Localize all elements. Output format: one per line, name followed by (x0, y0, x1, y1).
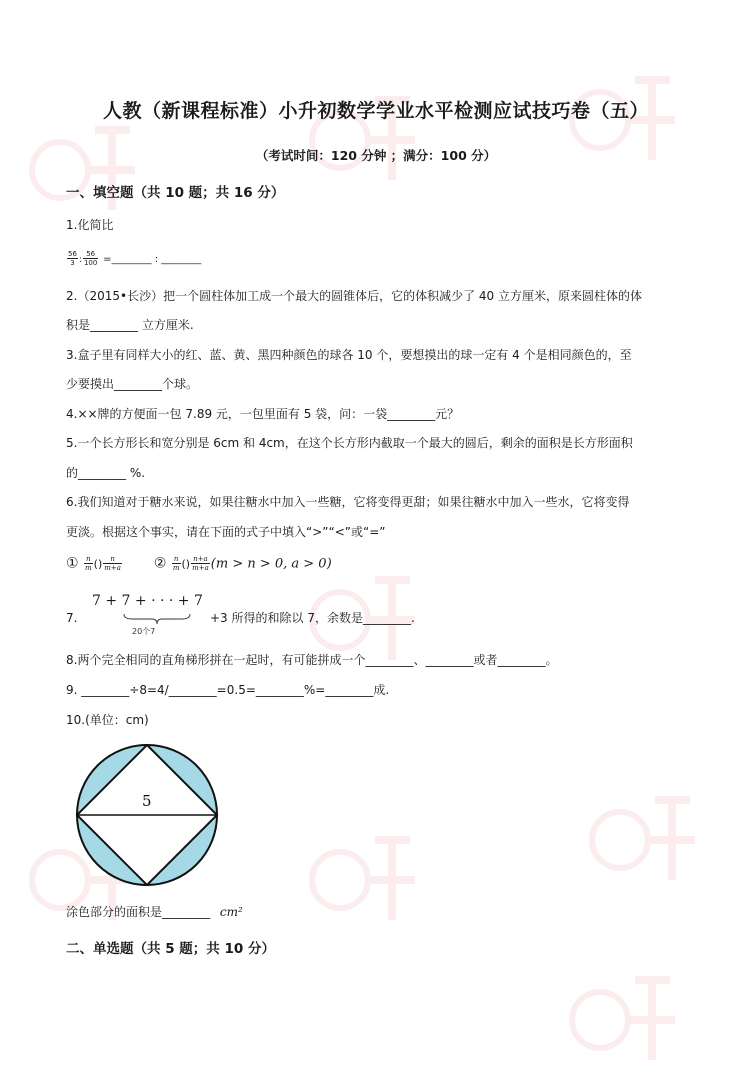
q4-line1: 4.××牌的方便面一包 7.89 元，一包里面有 5 袋，问：一袋________元？ (66, 407, 460, 421)
q1-fraction-a: $\frac{56}{3}$ (68, 250, 77, 267)
q6-fraction-2: $\frac{n}{m+a}$ (104, 555, 121, 572)
q6-fraction-1: $\frac{n}{m}$ (85, 555, 92, 572)
q3-line1: 3.盒子里有同样大小的红、蓝、黄、黑四种颜色的球各 10 个，要想摸出的球一定有 4 个是相同颜色的，至 (66, 348, 632, 362)
q6-fraction-3: $\frac{n}{m}$ (172, 555, 180, 572)
q7-underbrace (122, 612, 192, 626)
q6-mark-2: ② (153, 555, 167, 572)
q3-line2: 少要摸出________个球。 (66, 377, 199, 391)
section-heading-single-choice: 二、单选题（共 5 题；共 10 分） (66, 941, 275, 957)
q5-line1: 5.一个长方形长和宽分别是 6cm 和 4cm，在这个长方形内截取一个最大的圆后，剩余的面积是长方形面积 (66, 436, 633, 450)
q10-circle-figure (72, 740, 222, 890)
q10-unit: cm² (219, 905, 243, 919)
q6-expressions: ① $\frac{n}{m}$ () $\frac{n}{m+a}$ ② $\frac{n}{m}$ () $\frac{n+a}{m+a}$ (m > n > 0, a > 0) (66, 555, 332, 572)
q7-label: 7. (66, 611, 78, 625)
watermark-logo-icon (560, 960, 680, 1080)
q2-line2: 积是________ 立方厘米. (66, 318, 194, 332)
q1-fraction-b: $\frac{56}{100}$ (83, 250, 98, 267)
q1-answer-blanks: =________ : ________ (103, 254, 202, 265)
section-heading-fill-blank: 一、填空题（共 10 题；共 16 分） (66, 185, 285, 201)
q5-line2: 的________ %. (66, 466, 146, 480)
page-title: 人教（新课程标准）小升初数学学业水平检测应试技巧卷（五） (102, 100, 649, 122)
q2-line1: 2.（2015•长沙）把一个圆柱体加工成一个最大的圆锥体后，它的体积减少了 40 立方厘米，原来圆柱体的体 (66, 289, 642, 303)
q7-sum-expression: 7 + 7 + · · · + 7 (92, 593, 203, 609)
q10-diameter-label: 5 (142, 792, 152, 810)
q10-answer-text: 涂色部分的面积是________ (66, 905, 211, 919)
q8-line1: 8.两个完全相同的直角梯形拼在一起时，有可能拼成一个________、________或者________。 (66, 653, 558, 667)
q9-line1: 9. ________÷8=4/________=0.5=________%=________成. (66, 683, 390, 697)
watermark-logo-icon (300, 820, 420, 940)
q6-fraction-4: $\frac{n+a}{m+a}$ (192, 555, 209, 572)
q7-tail: +3 所得的和除以 7，余数是________. (210, 611, 415, 625)
exam-info: （考试时间：120 分钟 ；满分：100 分） (255, 148, 497, 163)
watermark-logo-icon (20, 110, 140, 230)
q6-line2: 更淡。根据这个事实，请在下面的式子中填入“>”“<”或“=” (66, 525, 386, 539)
q1-label: 1.化简比 (66, 218, 114, 232)
q6-condition: (m > n > 0, a > 0) (210, 556, 332, 572)
q10-label: 10.(单位：cm) (66, 713, 149, 727)
watermark-logo-icon (580, 780, 700, 900)
q1-expression: $\frac{56}{3}$ : $\frac{56}{100}$ =________ : ________ (68, 250, 202, 267)
q6-line1: 6.我们知道对于糖水来说，如果往糖水中加入一些糖，它将变得更甜；如果往糖水中加入一些水，它将变得 (66, 495, 630, 509)
q6-mark-1: ① (66, 555, 79, 572)
q7-brace-label: 20个7 (132, 627, 156, 636)
q10-answer (66, 904, 243, 920)
